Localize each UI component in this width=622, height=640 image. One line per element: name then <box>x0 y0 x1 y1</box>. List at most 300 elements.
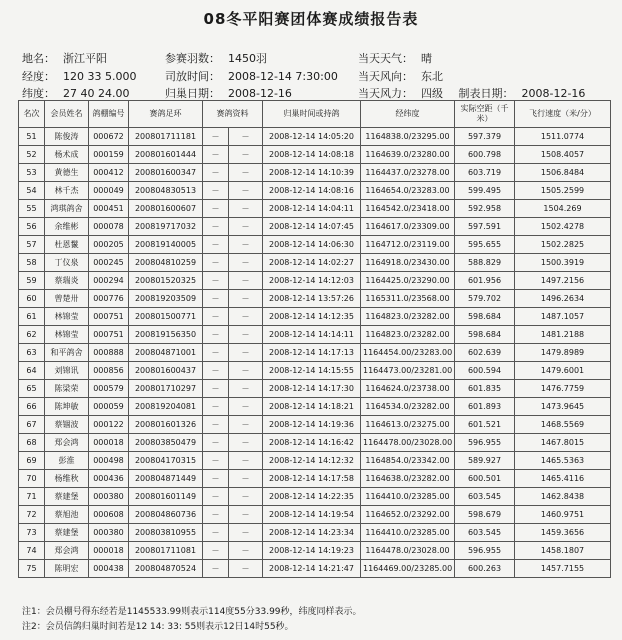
wind-force-info <box>358 85 585 101</box>
report-date-value: 2008-12-16 <box>521 87 586 100</box>
cell-pigeon-info-b: － <box>229 236 263 254</box>
cell-pigeon-info-a: － <box>203 182 229 200</box>
cell-speed: 1468.5569 <box>515 416 611 434</box>
cell-speed: 1508.4057 <box>515 146 611 164</box>
cell-arrival-time: 2008-12-14 14:21:47 <box>263 560 361 578</box>
table-row <box>19 416 611 434</box>
cell-rank: 72 <box>19 506 45 524</box>
cell-ring-number: 200819156350 <box>129 326 203 344</box>
cell-pigeon-info-b: － <box>229 416 263 434</box>
cell-pigeon-info-b: － <box>229 398 263 416</box>
cell-member-name: 陈明宏 <box>45 560 89 578</box>
cell-speed: 1481.2188 <box>515 326 611 344</box>
table-row <box>19 470 611 488</box>
cell-speed: 1465.4116 <box>515 470 611 488</box>
cell-pigeon-info-a: － <box>203 380 229 398</box>
cell-member-name: 陈俊涛 <box>45 128 89 146</box>
table-row <box>19 218 611 236</box>
cell-ring-number: 200819140005 <box>129 236 203 254</box>
cell-ring-number: 200801711181 <box>129 128 203 146</box>
cell-pigeon-info-a: － <box>203 524 229 542</box>
cell-coordinates: 1164469.00/23285.00 <box>361 560 455 578</box>
cell-rank: 55 <box>19 200 45 218</box>
cell-speed: 1462.8438 <box>515 488 611 506</box>
cell-rank: 68 <box>19 434 45 452</box>
table-row <box>19 506 611 524</box>
cell-distance: 601.521 <box>455 416 515 434</box>
header-rank: 名次 <box>19 101 45 128</box>
release-label: 司放时间： <box>165 70 220 83</box>
cell-loft-id: 000205 <box>89 236 129 254</box>
cell-arrival-time: 2008-12-14 14:08:18 <box>263 146 361 164</box>
cell-ring-number: 200801601149 <box>129 488 203 506</box>
cell-arrival-time: 2008-12-14 14:15:55 <box>263 362 361 380</box>
cell-pigeon-info-a: － <box>203 272 229 290</box>
cell-rank: 63 <box>19 344 45 362</box>
cell-loft-id: 000380 <box>89 524 129 542</box>
cell-coordinates: 1164823.0/23282.00 <box>361 308 455 326</box>
cell-member-name: 杨术成 <box>45 146 89 164</box>
count-info <box>165 50 267 66</box>
cell-distance: 600.501 <box>455 470 515 488</box>
cell-pigeon-info-a: － <box>203 434 229 452</box>
cell-coordinates: 1164638.0/23282.00 <box>361 470 455 488</box>
cell-pigeon-info-b: － <box>229 254 263 272</box>
cell-ring-number: 200801710297 <box>129 380 203 398</box>
return-value: 2008-12-16 <box>228 87 292 100</box>
return-label: 归巢日期： <box>165 87 220 100</box>
cell-rank: 59 <box>19 272 45 290</box>
cell-ring-number: 200801600607 <box>129 200 203 218</box>
cell-ring-number: 200819204081 <box>129 398 203 416</box>
cell-member-name: 蔡建堡 <box>45 524 89 542</box>
cell-rank: 60 <box>19 290 45 308</box>
count-label: 参赛羽数： <box>165 52 220 65</box>
cell-pigeon-info-b: － <box>229 290 263 308</box>
cell-rank: 69 <box>19 452 45 470</box>
cell-member-name: 林锦莹 <box>45 308 89 326</box>
cell-coordinates: 1164613.0/23275.00 <box>361 416 455 434</box>
cell-arrival-time: 2008-12-14 14:17:13 <box>263 344 361 362</box>
cell-arrival-time: 2008-12-14 14:19:23 <box>263 542 361 560</box>
cell-loft-id: 000672 <box>89 128 129 146</box>
return-info <box>165 85 292 101</box>
cell-pigeon-info-b: － <box>229 182 263 200</box>
wind-dir-label: 当天风向： <box>358 70 413 83</box>
cell-loft-id: 000498 <box>89 452 129 470</box>
cell-pigeon-info-b: － <box>229 452 263 470</box>
cell-distance: 603.545 <box>455 488 515 506</box>
cell-member-name: 曾楚卅 <box>45 290 89 308</box>
cell-coordinates: 1164478.0/23028.00 <box>361 542 455 560</box>
cell-rank: 57 <box>19 236 45 254</box>
cell-coordinates: 1164918.0/23430.00 <box>361 254 455 272</box>
cell-coordinates: 1164652.0/23292.00 <box>361 506 455 524</box>
cell-ring-number: 200804860736 <box>129 506 203 524</box>
cell-member-name: 陈梁荣 <box>45 380 89 398</box>
wind-dir-value: 东北 <box>421 70 443 83</box>
cell-loft-id: 000049 <box>89 182 129 200</box>
cell-ring-number: 200819717032 <box>129 218 203 236</box>
cell-rank: 53 <box>19 164 45 182</box>
table-row <box>19 254 611 272</box>
cell-coordinates: 1164838.0/23295.00 <box>361 128 455 146</box>
cell-coordinates: 1164624.0/23738.00 <box>361 380 455 398</box>
cell-distance: 597.379 <box>455 128 515 146</box>
cell-distance: 600.594 <box>455 362 515 380</box>
table-row <box>19 560 611 578</box>
cell-distance: 598.684 <box>455 308 515 326</box>
cell-rank: 71 <box>19 488 45 506</box>
cell-pigeon-info-b: － <box>229 560 263 578</box>
cell-arrival-time: 2008-12-14 14:05:20 <box>263 128 361 146</box>
cell-ring-number: 200801711081 <box>129 542 203 560</box>
cell-coordinates: 1164534.0/23282.00 <box>361 398 455 416</box>
cell-speed: 1479.8989 <box>515 344 611 362</box>
cell-speed: 1497.2156 <box>515 272 611 290</box>
cell-loft-id: 000245 <box>89 254 129 272</box>
table-row <box>19 308 611 326</box>
footnote-1: 注1：会员棚号得东经若是1145533.99则表示114度55分33.99秒，纬度同样表示。 <box>22 607 362 617</box>
cell-coordinates: 1164425.0/23290.00 <box>361 272 455 290</box>
cell-distance: 601.893 <box>455 398 515 416</box>
cell-pigeon-info-b: － <box>229 218 263 236</box>
header-distance: 实际空距（千米） <box>455 101 515 128</box>
report-title: 08冬平阳赛团体赛成绩报告表 <box>203 10 419 28</box>
cell-rank: 51 <box>19 128 45 146</box>
header-arrival-time: 归巢时间或持鸽 <box>263 101 361 128</box>
cell-coordinates: 1164639.0/23280.00 <box>361 146 455 164</box>
cell-pigeon-info-b: － <box>229 272 263 290</box>
cell-loft-id: 000159 <box>89 146 129 164</box>
cell-speed: 1506.8484 <box>515 164 611 182</box>
header-coordinates: 经纬度 <box>361 101 455 128</box>
cell-distance: 596.955 <box>455 434 515 452</box>
wind-force-value: 四级 <box>421 87 443 100</box>
cell-distance: 601.956 <box>455 272 515 290</box>
table-row <box>19 398 611 416</box>
cell-arrival-time: 2008-12-14 14:04:11 <box>263 200 361 218</box>
cell-distance: 603.545 <box>455 524 515 542</box>
cell-rank: 61 <box>19 308 45 326</box>
header-loft-id: 鸽棚编号 <box>89 101 129 128</box>
cell-distance: 596.955 <box>455 542 515 560</box>
cell-arrival-time: 2008-12-14 14:07:45 <box>263 218 361 236</box>
latitude-label: 纬度： <box>22 87 55 100</box>
cell-rank: 74 <box>19 542 45 560</box>
table-row <box>19 272 611 290</box>
cell-arrival-time: 2008-12-14 14:02:27 <box>263 254 361 272</box>
cell-loft-id: 000451 <box>89 200 129 218</box>
cell-pigeon-info-b: － <box>229 146 263 164</box>
cell-speed: 1487.1057 <box>515 308 611 326</box>
cell-pigeon-info-b: － <box>229 200 263 218</box>
table-row <box>19 344 611 362</box>
cell-speed: 1502.4278 <box>515 218 611 236</box>
cell-coordinates: 1164473.00/23281.00 <box>361 362 455 380</box>
header-ring-number: 赛鸽足环 <box>129 101 203 128</box>
table-row <box>19 380 611 398</box>
header-member-name: 会员姓名 <box>45 101 89 128</box>
table-row <box>19 236 611 254</box>
cell-pigeon-info-a: － <box>203 416 229 434</box>
table-row <box>19 146 611 164</box>
cell-loft-id: 000122 <box>89 416 129 434</box>
cell-member-name: 郑会鸿 <box>45 542 89 560</box>
header-speed: 飞行速度（米/分） <box>515 101 611 128</box>
cell-ring-number: 200804810259 <box>129 254 203 272</box>
cell-pigeon-info-a: － <box>203 488 229 506</box>
cell-arrival-time: 2008-12-14 14:17:30 <box>263 380 361 398</box>
location-value: 浙江平阳 <box>63 52 107 65</box>
cell-coordinates: 1164478.00/23028.00 <box>361 434 455 452</box>
cell-ring-number: 200801601326 <box>129 416 203 434</box>
cell-ring-number: 200804870524 <box>129 560 203 578</box>
cell-rank: 70 <box>19 470 45 488</box>
cell-coordinates: 1164854.0/23342.00 <box>361 452 455 470</box>
weather-info <box>358 50 432 66</box>
cell-speed: 1496.2634 <box>515 290 611 308</box>
count-value: 1450羽 <box>228 52 267 65</box>
cell-ring-number: 200804170315 <box>129 452 203 470</box>
cell-pigeon-info-b: － <box>229 362 263 380</box>
cell-pigeon-info-a: － <box>203 164 229 182</box>
cell-arrival-time: 2008-12-14 14:19:36 <box>263 416 361 434</box>
cell-rank: 73 <box>19 524 45 542</box>
cell-rank: 58 <box>19 254 45 272</box>
cell-pigeon-info-b: － <box>229 506 263 524</box>
cell-pigeon-info-b: － <box>229 164 263 182</box>
cell-member-name: 郑会鸿 <box>45 434 89 452</box>
cell-distance: 600.798 <box>455 146 515 164</box>
table-row <box>19 128 611 146</box>
cell-coordinates: 1164712.0/23119.00 <box>361 236 455 254</box>
cell-ring-number: 200801500771 <box>129 308 203 326</box>
cell-pigeon-info-a: － <box>203 326 229 344</box>
cell-distance: 592.958 <box>455 200 515 218</box>
cell-pigeon-info-b: － <box>229 326 263 344</box>
table-row <box>19 524 611 542</box>
cell-coordinates: 1164654.0/23283.00 <box>361 182 455 200</box>
location-label: 地名： <box>22 52 55 65</box>
cell-pigeon-info-a: － <box>203 200 229 218</box>
cell-member-name: 蔡瑞炎 <box>45 272 89 290</box>
cell-speed: 1502.2825 <box>515 236 611 254</box>
cell-speed: 1467.8015 <box>515 434 611 452</box>
cell-distance: 597.591 <box>455 218 515 236</box>
cell-pigeon-info-b: － <box>229 488 263 506</box>
cell-loft-id: 000776 <box>89 290 129 308</box>
cell-rank: 65 <box>19 380 45 398</box>
cell-speed: 1459.3656 <box>515 524 611 542</box>
cell-loft-id: 000078 <box>89 218 129 236</box>
release-info <box>165 68 338 84</box>
cell-ring-number: 200804830513 <box>129 182 203 200</box>
results-table <box>18 100 611 578</box>
cell-pigeon-info-b: － <box>229 524 263 542</box>
cell-ring-number: 200804871449 <box>129 470 203 488</box>
cell-pigeon-info-b: － <box>229 128 263 146</box>
cell-pigeon-info-a: － <box>203 398 229 416</box>
cell-pigeon-info-a: － <box>203 560 229 578</box>
cell-loft-id: 000412 <box>89 164 129 182</box>
table-row <box>19 452 611 470</box>
cell-arrival-time: 2008-12-14 14:12:32 <box>263 452 361 470</box>
cell-pigeon-info-b: － <box>229 308 263 326</box>
cell-member-name: 黄德生 <box>45 164 89 182</box>
cell-ring-number: 200801520325 <box>129 272 203 290</box>
cell-pigeon-info-a: － <box>203 506 229 524</box>
wind-force-label: 当天风力： <box>358 87 413 100</box>
cell-pigeon-info-a: － <box>203 542 229 560</box>
cell-ring-number: 200804871001 <box>129 344 203 362</box>
cell-member-name: 刘锦讯 <box>45 362 89 380</box>
cell-distance: 579.702 <box>455 290 515 308</box>
cell-speed: 1500.3919 <box>515 254 611 272</box>
cell-pigeon-info-b: － <box>229 542 263 560</box>
cell-member-name: 陈坤敏 <box>45 398 89 416</box>
cell-rank: 64 <box>19 362 45 380</box>
cell-loft-id: 000751 <box>89 326 129 344</box>
cell-pigeon-info-a: － <box>203 470 229 488</box>
cell-coordinates: 1164542.0/23418.00 <box>361 200 455 218</box>
cell-distance: 588.829 <box>455 254 515 272</box>
cell-distance: 603.719 <box>455 164 515 182</box>
cell-loft-id: 000059 <box>89 398 129 416</box>
cell-pigeon-info-b: － <box>229 434 263 452</box>
cell-speed: 1511.0774 <box>515 128 611 146</box>
cell-ring-number: 200819203509 <box>129 290 203 308</box>
table-body <box>19 128 611 578</box>
header-pigeon-info: 赛鸽资料 <box>203 101 263 128</box>
cell-coordinates: 1164410.0/23285.00 <box>361 524 455 542</box>
cell-distance: 600.263 <box>455 560 515 578</box>
cell-arrival-time: 2008-12-14 13:57:26 <box>263 290 361 308</box>
table-row <box>19 434 611 452</box>
cell-distance: 598.684 <box>455 326 515 344</box>
table-row <box>19 182 611 200</box>
cell-pigeon-info-a: － <box>203 218 229 236</box>
table-header-row <box>19 101 611 128</box>
cell-member-name: 余维彬 <box>45 218 89 236</box>
cell-speed: 1458.1807 <box>515 542 611 560</box>
cell-member-name: 蔡锢波 <box>45 416 89 434</box>
table-row <box>19 290 611 308</box>
cell-coordinates: 1164410.0/23285.00 <box>361 488 455 506</box>
cell-coordinates: 1164823.0/23282.00 <box>361 326 455 344</box>
cell-coordinates: 1164617.0/23309.00 <box>361 218 455 236</box>
cell-loft-id: 000438 <box>89 560 129 578</box>
cell-loft-id: 000380 <box>89 488 129 506</box>
cell-loft-id: 000294 <box>89 272 129 290</box>
cell-pigeon-info-a: － <box>203 452 229 470</box>
cell-pigeon-info-a: － <box>203 344 229 362</box>
cell-arrival-time: 2008-12-14 14:22:35 <box>263 488 361 506</box>
wind-dir-info <box>358 68 443 84</box>
latitude-value: 27 40 24.00 <box>63 87 130 100</box>
cell-loft-id: 000018 <box>89 434 129 452</box>
footnotes <box>22 605 362 635</box>
cell-pigeon-info-a: － <box>203 308 229 326</box>
cell-coordinates: 1164437.0/23278.00 <box>361 164 455 182</box>
cell-pigeon-info-b: － <box>229 470 263 488</box>
cell-arrival-time: 2008-12-14 14:12:03 <box>263 272 361 290</box>
table-row <box>19 542 611 560</box>
cell-pigeon-info-a: － <box>203 290 229 308</box>
cell-arrival-time: 2008-12-14 14:19:54 <box>263 506 361 524</box>
cell-pigeon-info-a: － <box>203 236 229 254</box>
cell-rank: 62 <box>19 326 45 344</box>
cell-arrival-time: 2008-12-14 14:08:16 <box>263 182 361 200</box>
cell-loft-id: 000608 <box>89 506 129 524</box>
cell-pigeon-info-b: － <box>229 344 263 362</box>
cell-distance: 602.639 <box>455 344 515 362</box>
cell-loft-id: 000751 <box>89 308 129 326</box>
cell-member-name: 鸿琪鸽舍 <box>45 200 89 218</box>
cell-member-name: 彭淮 <box>45 452 89 470</box>
cell-speed: 1504.269 <box>515 200 611 218</box>
cell-member-name: 和平鸽舍 <box>45 344 89 362</box>
table-row <box>19 200 611 218</box>
cell-ring-number: 200803850479 <box>129 434 203 452</box>
cell-ring-number: 200801600347 <box>129 164 203 182</box>
cell-coordinates: 1165311.0/23568.00 <box>361 290 455 308</box>
cell-coordinates: 1164454.00/23283.00 <box>361 344 455 362</box>
cell-distance: 598.679 <box>455 506 515 524</box>
cell-arrival-time: 2008-12-14 14:06:30 <box>263 236 361 254</box>
weather-label: 当天天气： <box>358 52 413 65</box>
cell-member-name: 蔡旭池 <box>45 506 89 524</box>
cell-pigeon-info-b: － <box>229 380 263 398</box>
release-value: 2008-12-14 7:30:00 <box>228 70 338 83</box>
longitude-info <box>22 68 136 84</box>
longitude-label: 经度： <box>22 70 55 83</box>
cell-speed: 1473.9645 <box>515 398 611 416</box>
cell-rank: 66 <box>19 398 45 416</box>
location-info <box>22 50 107 66</box>
cell-loft-id: 000018 <box>89 542 129 560</box>
cell-distance: 601.835 <box>455 380 515 398</box>
cell-arrival-time: 2008-12-14 14:23:34 <box>263 524 361 542</box>
cell-member-name: 林千杰 <box>45 182 89 200</box>
cell-speed: 1460.9751 <box>515 506 611 524</box>
cell-rank: 54 <box>19 182 45 200</box>
cell-distance: 599.495 <box>455 182 515 200</box>
cell-arrival-time: 2008-12-14 14:10:39 <box>263 164 361 182</box>
cell-distance: 595.655 <box>455 236 515 254</box>
cell-pigeon-info-a: － <box>203 146 229 164</box>
cell-pigeon-info-a: － <box>203 362 229 380</box>
cell-ring-number: 200803810955 <box>129 524 203 542</box>
cell-rank: 56 <box>19 218 45 236</box>
cell-ring-number: 200801601444 <box>129 146 203 164</box>
table-row <box>19 362 611 380</box>
report-date-label: 制表日期： <box>458 87 514 100</box>
cell-member-name: 蔡建堡 <box>45 488 89 506</box>
cell-arrival-time: 2008-12-14 14:14:11 <box>263 326 361 344</box>
cell-speed: 1465.5363 <box>515 452 611 470</box>
table-row <box>19 488 611 506</box>
cell-speed: 1457.7155 <box>515 560 611 578</box>
cell-pigeon-info-a: － <box>203 254 229 272</box>
cell-speed: 1505.2599 <box>515 182 611 200</box>
cell-rank: 67 <box>19 416 45 434</box>
longitude-value: 120 33 5.000 <box>63 70 137 83</box>
cell-arrival-time: 2008-12-14 14:17:58 <box>263 470 361 488</box>
cell-loft-id: 000436 <box>89 470 129 488</box>
cell-rank: 52 <box>19 146 45 164</box>
cell-loft-id: 000856 <box>89 362 129 380</box>
